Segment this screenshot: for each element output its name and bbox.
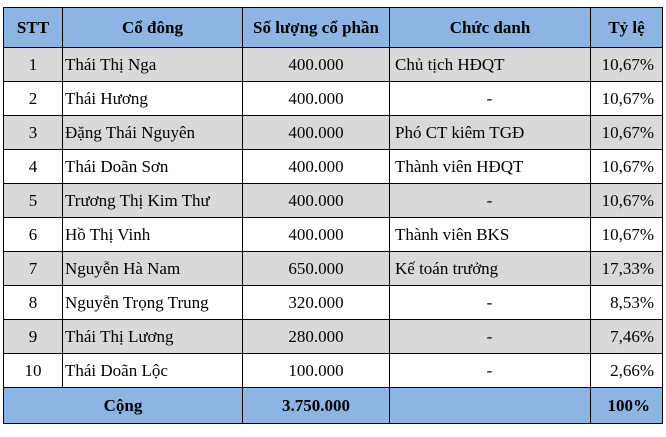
table-row bbox=[4, 320, 663, 354]
row-share-count: 320.000 bbox=[243, 286, 390, 320]
row-share-count: 650.000 bbox=[243, 252, 390, 286]
row-share-count: 400.000 bbox=[243, 48, 390, 82]
row-stt: 9 bbox=[4, 320, 63, 354]
row-ratio: 10,67% bbox=[591, 48, 663, 82]
row-ratio: 8,53% bbox=[591, 286, 663, 320]
total-shares: 3.750.000 bbox=[243, 388, 390, 424]
row-position: - bbox=[390, 286, 591, 320]
row-position: Chủ tịch HĐQT bbox=[390, 48, 591, 82]
row-stt: 1 bbox=[4, 48, 63, 82]
row-shareholder-name: Trương Thị Kim Thư bbox=[63, 184, 243, 218]
row-share-count: 400.000 bbox=[243, 150, 390, 184]
row-position: Thành viên BKS bbox=[390, 218, 591, 252]
row-share-count: 400.000 bbox=[243, 82, 390, 116]
row-position: Kế toán trưởng bbox=[390, 252, 591, 286]
total-label: Cộng bbox=[4, 388, 243, 424]
row-position: - bbox=[390, 82, 591, 116]
table-row bbox=[4, 48, 663, 82]
row-shareholder-name: Thái Doãn Lộc bbox=[63, 354, 243, 388]
table-row bbox=[4, 252, 663, 286]
row-shareholder-name: Thái Doãn Sơn bbox=[63, 150, 243, 184]
row-position: Thành viên HĐQT bbox=[390, 150, 591, 184]
row-position: Phó CT kiêm TGĐ bbox=[390, 116, 591, 150]
row-share-count: 400.000 bbox=[243, 116, 390, 150]
row-ratio: 17,33% bbox=[591, 252, 663, 286]
row-ratio: 2,66% bbox=[591, 354, 663, 388]
row-share-count: 400.000 bbox=[243, 184, 390, 218]
row-shareholder-name: Hồ Thị Vinh bbox=[63, 218, 243, 252]
row-stt: 3 bbox=[4, 116, 63, 150]
table-header-row bbox=[4, 8, 663, 48]
header-stt: STT bbox=[4, 8, 63, 48]
row-shareholder-name: Thái Hương bbox=[63, 82, 243, 116]
row-share-count: 400.000 bbox=[243, 218, 390, 252]
row-shareholder-name: Thái Thị Nga bbox=[63, 48, 243, 82]
row-ratio: 10,67% bbox=[591, 218, 663, 252]
row-stt: 5 bbox=[4, 184, 63, 218]
header-share-count: Số lượng cổ phần bbox=[243, 8, 390, 48]
row-ratio: 10,67% bbox=[591, 82, 663, 116]
row-stt: 7 bbox=[4, 252, 63, 286]
header-shareholder: Cổ đông bbox=[63, 8, 243, 48]
row-ratio: 10,67% bbox=[591, 150, 663, 184]
row-shareholder-name: Đặng Thái Nguyên bbox=[63, 116, 243, 150]
table-row bbox=[4, 286, 663, 320]
total-position-empty bbox=[390, 388, 591, 424]
row-share-count: 280.000 bbox=[243, 320, 390, 354]
total-row bbox=[4, 388, 663, 424]
row-stt: 4 bbox=[4, 150, 63, 184]
row-shareholder-name: Nguyễn Trọng Trung bbox=[63, 286, 243, 320]
table-row bbox=[4, 150, 663, 184]
row-stt: 8 bbox=[4, 286, 63, 320]
table-row bbox=[4, 354, 663, 388]
shareholder-table bbox=[3, 7, 663, 424]
table-row bbox=[4, 82, 663, 116]
row-ratio: 10,67% bbox=[591, 116, 663, 150]
row-stt: 10 bbox=[4, 354, 63, 388]
header-ratio: Tỷ lệ bbox=[591, 8, 663, 48]
total-ratio: 100% bbox=[591, 388, 663, 424]
table-row bbox=[4, 218, 663, 252]
row-ratio: 10,67% bbox=[591, 184, 663, 218]
row-share-count: 100.000 bbox=[243, 354, 390, 388]
row-position: - bbox=[390, 354, 591, 388]
table-row bbox=[4, 184, 663, 218]
row-position: - bbox=[390, 184, 591, 218]
row-stt: 6 bbox=[4, 218, 63, 252]
row-position: - bbox=[390, 320, 591, 354]
table-body bbox=[4, 48, 663, 388]
row-stt: 2 bbox=[4, 82, 63, 116]
row-shareholder-name: Thái Thị Lương bbox=[63, 320, 243, 354]
header-position: Chức danh bbox=[390, 8, 591, 48]
row-ratio: 7,46% bbox=[591, 320, 663, 354]
table-row bbox=[4, 116, 663, 150]
row-shareholder-name: Nguyễn Hà Nam bbox=[63, 252, 243, 286]
